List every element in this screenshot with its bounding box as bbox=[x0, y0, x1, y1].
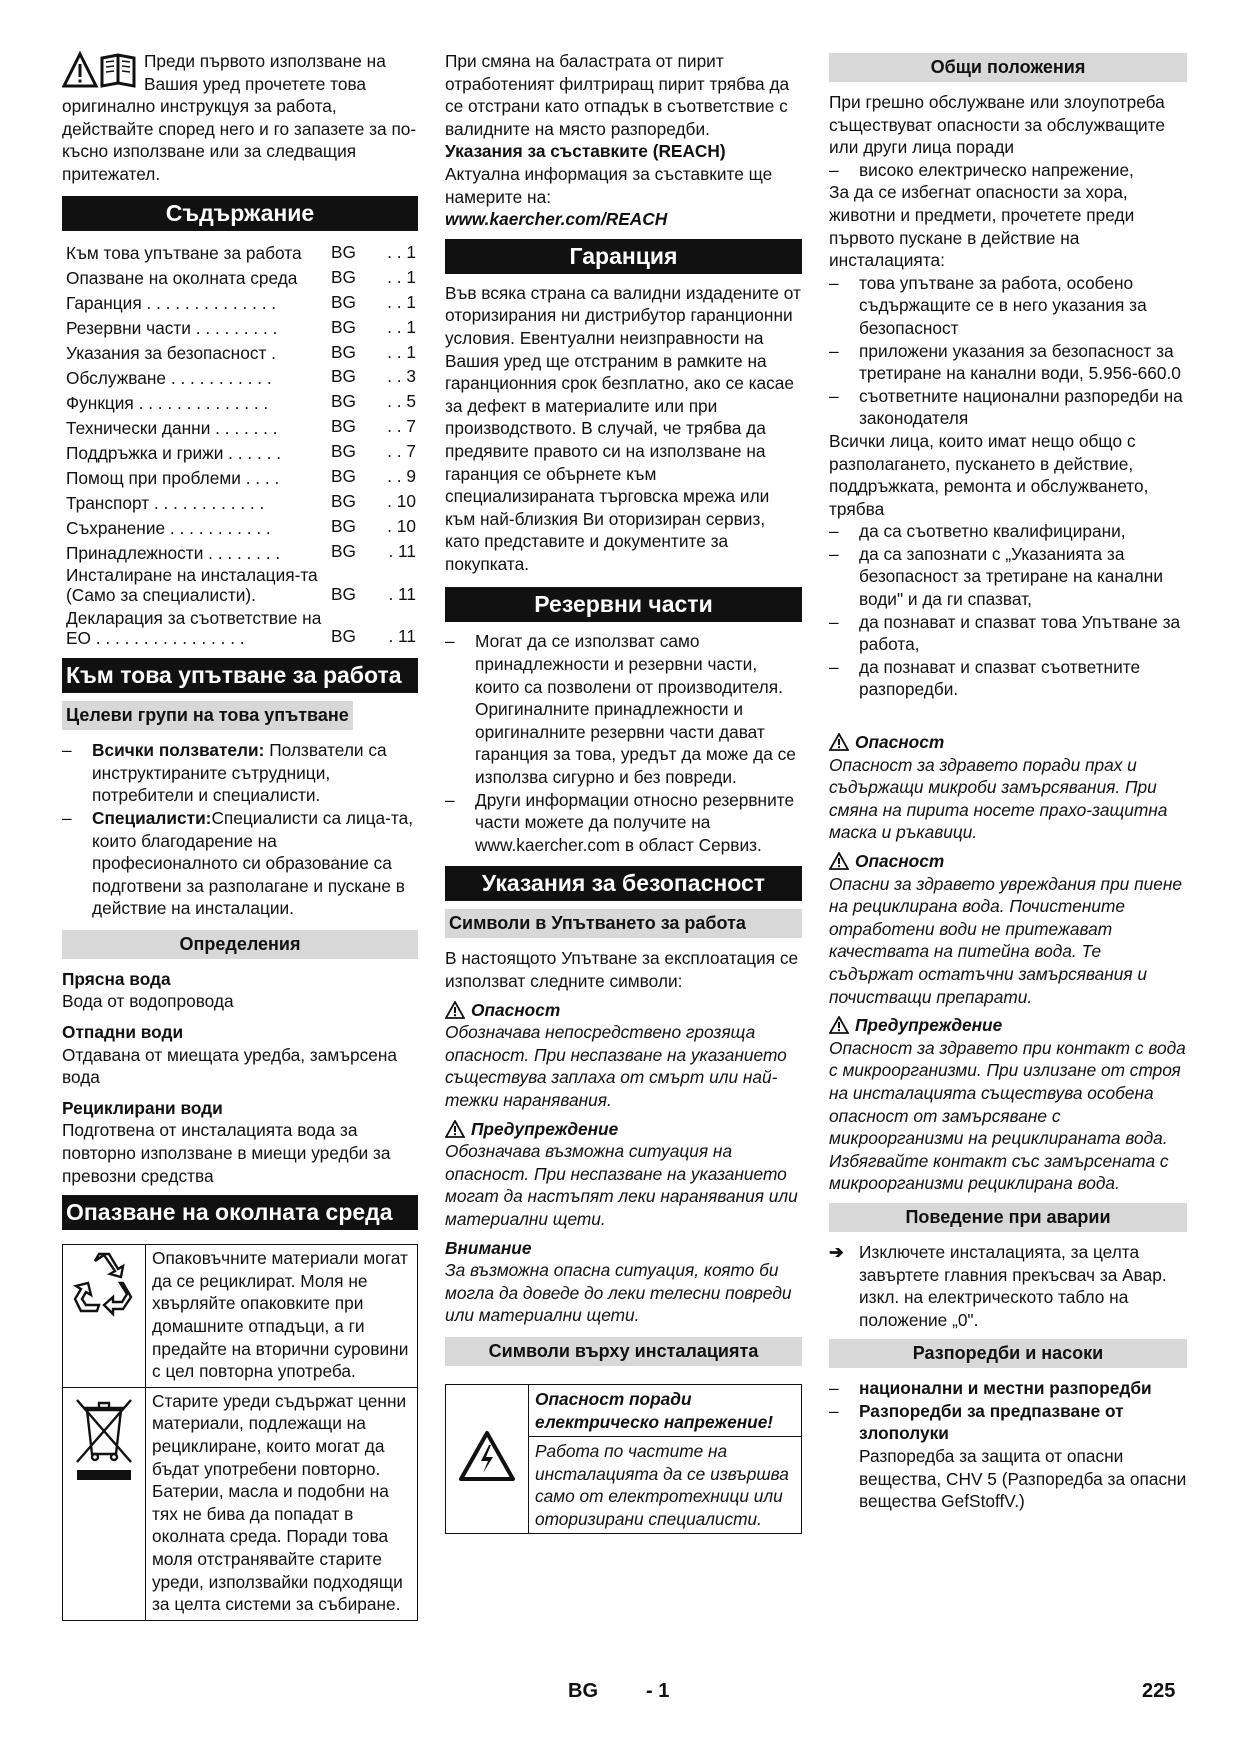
toc-page: . 11 bbox=[388, 541, 416, 562]
emergency-text: Изключете инсталацията, за целта завъртете главния прекъсвач за Авар. изкл. на електрическото табло на положение „0". bbox=[859, 1241, 1167, 1330]
toc-row[interactable] bbox=[62, 390, 418, 415]
danger-label-block bbox=[829, 731, 1187, 754]
toc-title: Транспорт . . . . . . . . . . . . bbox=[66, 493, 265, 513]
warranty-text: Във всяка страна са валидни издадените от оторизирания ни дистрибутор гаранционни условия. Евентуални неизправности на Вашия уред ще отстраним в рамките на гаранционния срок безплатно, ако се касае за дефект в материалите или при производството. В случай, че трябва да предявите правото си на използване на гаранция се обърнете към специализираната търговска мрежа или към най-близкия Ви оторизиран сервиз, като представите и документите за покупката. bbox=[445, 282, 801, 574]
table-of-contents bbox=[62, 241, 418, 651]
list-item bbox=[62, 739, 418, 807]
warning-triangle-icon bbox=[829, 852, 849, 870]
toc-lang: BG bbox=[331, 416, 356, 437]
target-group-text: Специалисти са лица-та, които благодарение на професионалното си образование са подготвени за разполагане и пускане в действие на инсталации. bbox=[92, 807, 413, 919]
symbols-intro: В настоящото Упътване за експлоатация се използват следните символи: bbox=[445, 948, 799, 991]
toc-title: Помощ при проблеми . . . . bbox=[66, 468, 280, 489]
toc-row[interactable] bbox=[62, 440, 418, 465]
toc-lang: BG bbox=[331, 291, 356, 312]
recycle-text: Опаковъчните материали могат да се рециклират. Моля не хвърляйте опаковките при домашните отпадъци, а ги предайте на вторични суровини с цел повторна употреба. bbox=[146, 1245, 418, 1388]
toc-lang: BG bbox=[331, 491, 356, 512]
general-heading: Общи положения bbox=[829, 53, 1187, 82]
list-item: – приложени указания за безопасност за третиране на канални води, 5.956-660.0 bbox=[829, 340, 1187, 385]
caution-label-block bbox=[445, 1237, 802, 1260]
toc-title: Функция . . . . . . . . . . . . . . bbox=[66, 393, 269, 414]
toc-lang: BG bbox=[331, 266, 356, 287]
list-item bbox=[62, 807, 418, 920]
installation-symbols-heading: Символи върху инсталацията bbox=[445, 1337, 802, 1366]
danger-text: Обозначава непосредствено грозяща опасност. При неспазване на указанието съществува заплаха от смърт или най-тежки наранявания. bbox=[445, 1022, 787, 1110]
toc-page: . 10 bbox=[387, 491, 416, 512]
toc-lang: BG bbox=[331, 441, 356, 462]
list-item bbox=[829, 1377, 1187, 1400]
emergency-instruction bbox=[829, 1241, 1187, 1331]
list-item: – това упътване за работа, особено съдържащите се в него указания за безопасност bbox=[829, 272, 1187, 340]
toc-lang: BG bbox=[331, 391, 356, 412]
ballast-text: При смяна на баластрата от пирит отработеният филтриращ пирит трябва да се отстрани като отпадък в съответствие с валидните на място разпоредби. bbox=[445, 51, 790, 139]
definitions-heading: Определения bbox=[62, 930, 418, 959]
toc-title: Опазване на околната среда bbox=[66, 268, 298, 289]
toc-page: . . 1 bbox=[387, 341, 416, 362]
recycling-icon bbox=[71, 1251, 137, 1317]
electric-hazard-title: Опасност поради електрическо напрежение! bbox=[529, 1384, 802, 1436]
toc-title: Гаранция . . . . . . . . . . . . . . bbox=[66, 293, 277, 314]
warning-triangle-icon bbox=[445, 1001, 465, 1019]
footer-language: BG bbox=[568, 1680, 598, 1702]
toc-page: . 11 bbox=[388, 626, 416, 647]
toc-page: . 10 bbox=[387, 516, 416, 537]
toc-title: Поддръжка и грижи . . . . . . bbox=[66, 443, 281, 464]
rules-list bbox=[829, 1377, 1187, 1513]
toc-page: . . 7 bbox=[387, 441, 416, 462]
general-list-3 bbox=[829, 520, 1187, 701]
definition-desc: Отдавана от миещата уредба, замърсена вода bbox=[62, 1044, 398, 1088]
toc-row[interactable] bbox=[62, 266, 418, 291]
target-group-text: Ползватели са инструктираните сътрудници, потребители и специалисти. bbox=[92, 740, 387, 806]
general-text: Всички лица, които имат нещо общо с разполагането, пускането в действие, поддръжката, ремонта и обслужването, трябва bbox=[829, 430, 1149, 519]
crossed-bin-icon bbox=[71, 1394, 137, 1482]
column-left bbox=[62, 50, 418, 1621]
list-item: – да познават и спазват съответните разпоредби. bbox=[829, 656, 1187, 701]
list-item: – съответните национални разпоредби на законодателя bbox=[829, 385, 1187, 430]
list-item bbox=[829, 1400, 1187, 1513]
toc-lang: BG bbox=[331, 466, 356, 487]
general-list-1 bbox=[829, 159, 1187, 182]
toc-row[interactable] bbox=[62, 565, 418, 607]
rule-title: Разпоредби за предпазване от злополуки bbox=[859, 1400, 1124, 1444]
about-heading: Към това упътване за работа bbox=[62, 658, 418, 693]
toc-row[interactable] bbox=[62, 540, 418, 565]
rule-title: национални и местни разпоредби bbox=[859, 1378, 1152, 1399]
toc-lang: BG bbox=[331, 366, 356, 387]
toc-row[interactable] bbox=[62, 241, 418, 266]
warning-text: Опасност за здравето при контакт с вода с микроорганизми. При излизане от строя на инсталацията съществува особена опасност от замърсяване с микроорганизми на рециклираната вода. Избягвайте контакт със замърсената с микроорганизми рециклирана вода. bbox=[829, 1037, 1186, 1194]
danger-text: Опасност за здравето поради прах и съдържащи микроби замърсявания. При смяна на пирита носете прахо-защитна маска и ръкавици. bbox=[829, 754, 1168, 843]
warning-and-manual-icon bbox=[62, 50, 140, 90]
toc-page: . . 7 bbox=[387, 416, 416, 437]
environment-heading: Опазване на околната среда bbox=[62, 1195, 418, 1230]
toc-lang: BG bbox=[331, 541, 356, 562]
toc-page: . . 5 bbox=[387, 391, 416, 412]
toc-page: . . 1 bbox=[387, 316, 416, 337]
toc-row[interactable] bbox=[62, 365, 418, 390]
target-group-name: Всички ползватели: bbox=[92, 740, 265, 761]
list-item: – да са запознати с „Указанията за безопасност за третиране на канални води" и да ги спазват, bbox=[829, 543, 1187, 611]
electric-hazard-text: Работа по частите на инсталацията да се извършва само от електротехници или оторизирани специалисти. bbox=[529, 1437, 802, 1534]
warning-label-block bbox=[829, 1014, 1187, 1037]
definition-desc: Подготвена от инсталацията вода за повторно използване в миещи уредби за превозни средства bbox=[62, 1120, 391, 1186]
toc-page: . . 1 bbox=[387, 266, 416, 287]
toc-lang: BG bbox=[331, 341, 356, 362]
danger-label-block bbox=[445, 999, 802, 1022]
definition-term: Прясна вода bbox=[62, 968, 171, 989]
general-list-2 bbox=[829, 272, 1187, 430]
footer-local-page: - 1 bbox=[646, 1680, 670, 1702]
definitions-list bbox=[62, 968, 418, 1187]
toc-title: Резервни части . . . . . . . . . bbox=[66, 318, 278, 339]
warranty-heading: Гаранция bbox=[445, 239, 802, 274]
toc-title: Технически данни . . . . . . . bbox=[66, 418, 278, 439]
toc-title: Принадлежности . . . . . . . . bbox=[66, 542, 281, 563]
toc-row[interactable] bbox=[62, 608, 418, 650]
toc-title: Към това упътване за работа bbox=[66, 243, 302, 264]
danger-label: Опасност bbox=[855, 851, 945, 871]
toc-page: . . 9 bbox=[387, 466, 416, 487]
list-item: – високо електрическо напрежение, bbox=[829, 159, 1187, 182]
toc-row[interactable] bbox=[62, 291, 418, 316]
symbols-manual-heading: Символи в Упътването за работа bbox=[445, 909, 802, 938]
danger-label: Опасност bbox=[471, 999, 561, 1020]
toc-page: . . 3 bbox=[387, 366, 416, 387]
environment-table bbox=[62, 1244, 418, 1621]
toc-row[interactable] bbox=[62, 341, 418, 366]
definition-term: Рециклирани води bbox=[62, 1097, 223, 1118]
definition-desc: Вода от водопровода bbox=[62, 991, 234, 1012]
caution-label: Внимание bbox=[445, 1237, 532, 1258]
toc-lang: BG bbox=[331, 516, 356, 537]
reach-text: Актуална информация за съставките ще намерите на: bbox=[445, 163, 773, 207]
reach-heading: Указания за съставките (REACH) bbox=[445, 141, 726, 162]
toc-title: Съхранение . . . . . . . . . . . bbox=[66, 517, 271, 538]
weee-text: Старите уреди съдържат ценни материали, подлежащи на рециклиране, които могат да бъдат употребени повторно. Батерии, масла и подобни на тях не бива да попадат в околната среда. Поради това моля отстранявайте старите уреди, използвайки подходящи за целта системи за събиране. bbox=[146, 1387, 418, 1620]
list-item: – да познават и спазват това Упътване за работа, bbox=[829, 611, 1187, 656]
rule-text: Разпоредба за защита от опасни вещества, CHV 5 (Разпоредба за опасни вещества GefStoffV.) bbox=[859, 1446, 1187, 1512]
toc-row[interactable] bbox=[62, 465, 418, 490]
general-text: За да се избегнат опасности за хора, животни и предмети, прочетете преди първото пускане в действие на инсталацията: bbox=[829, 182, 1135, 271]
intro-text: Преди първото използване на Вашия уред прочетете това оригинално инструкцуя за работа, действайте според него и го запазете за по-късно използване или за следващия притежател. bbox=[62, 51, 417, 184]
toc-title: Инсталиране на инсталация-та (Само за специалисти). bbox=[66, 565, 318, 606]
definition-term: Отпадни води bbox=[62, 1022, 184, 1043]
warning-label: Предупреждение bbox=[471, 1118, 619, 1139]
emergency-heading: Поведение при аварии bbox=[829, 1203, 1187, 1232]
toc-title: Обслужване . . . . . . . . . . . bbox=[66, 368, 272, 389]
warning-text: Обозначава възможна ситуация на опасност. При неспазване на указанието могат да настъпят леки наранявания или материални щети. bbox=[445, 1141, 798, 1229]
warning-label-block bbox=[445, 1118, 802, 1141]
toc-title: Указания за безопасност . bbox=[66, 343, 276, 364]
footer-page-number: 225 bbox=[1142, 1680, 1176, 1702]
target-groups-heading: Целеви групи на това упътване bbox=[62, 701, 353, 730]
toc-lang: BG bbox=[331, 583, 356, 604]
warning-triangle-icon bbox=[445, 1120, 465, 1138]
toc-page: . . 1 bbox=[387, 241, 416, 262]
toc-title: Декларация за съответствие на ЕО . . . . . . . . . . . . . . . . bbox=[66, 607, 322, 648]
danger-label-block bbox=[829, 850, 1187, 873]
arrow-right-icon: ➔ bbox=[829, 1241, 844, 1262]
list-item: – Други информации относно резервните части можете да получите на www.kaercher.com в област Сервиз. bbox=[445, 789, 802, 857]
danger-label: Опасност bbox=[855, 732, 945, 753]
rules-heading: Разпоредби и насоки bbox=[829, 1339, 1187, 1368]
target-groups-list bbox=[62, 739, 418, 920]
list-item: – да са съответно квалифицирани, bbox=[829, 520, 1187, 543]
warning-label: Предупреждение bbox=[855, 1015, 1003, 1036]
toc-page: . 11 bbox=[388, 583, 416, 604]
warning-triangle-icon bbox=[829, 1016, 849, 1034]
column-middle bbox=[445, 50, 802, 1534]
safety-heading: Указания за безопасност bbox=[445, 866, 802, 901]
toc-row[interactable] bbox=[62, 515, 418, 540]
target-group-name: Специалисти: bbox=[92, 807, 212, 828]
electrical-hazard-table bbox=[445, 1384, 802, 1535]
toc-page: . . 1 bbox=[387, 291, 416, 312]
toc-heading: Съдържание bbox=[62, 196, 418, 231]
general-text: При грешно обслужване или злоупотреба съществуват опасности за обслужващите или други лица поради bbox=[829, 92, 1165, 158]
toc-lang: BG bbox=[331, 241, 356, 262]
caution-text: За възможна опасна ситуация, която би могла да доведе до леки телесни повреди или материални щети. bbox=[445, 1260, 792, 1326]
toc-row[interactable] bbox=[62, 316, 418, 341]
list-item: – Могат да се използват само принадлежности и резервни части, които са позволени от производителя. Оригиналните принадлежности и оригиналните резервни части дават гаранция за това, уредът да може да се използва сигурно и без повреди. bbox=[445, 630, 802, 788]
intro-block bbox=[62, 50, 418, 186]
spare-parts-heading: Резервни части bbox=[445, 587, 802, 622]
warning-triangle-icon bbox=[829, 733, 849, 751]
spare-parts-list bbox=[445, 630, 802, 856]
toc-row[interactable] bbox=[62, 415, 418, 440]
danger-text: Опасни за здравето увреждания при пиене на рециклирана вода. Почистените отработени води не притежават качествата на питейна вода. Те съдържат остатъчни замърсявания и почистващи препарати. bbox=[829, 873, 1182, 1007]
toc-row[interactable] bbox=[62, 490, 418, 515]
electric-hazard-icon bbox=[458, 1430, 516, 1482]
toc-lang: BG bbox=[331, 626, 356, 647]
reach-url: www.kaercher.com/REACH bbox=[445, 209, 668, 230]
column-right bbox=[829, 50, 1187, 1513]
toc-lang: BG bbox=[331, 316, 356, 337]
